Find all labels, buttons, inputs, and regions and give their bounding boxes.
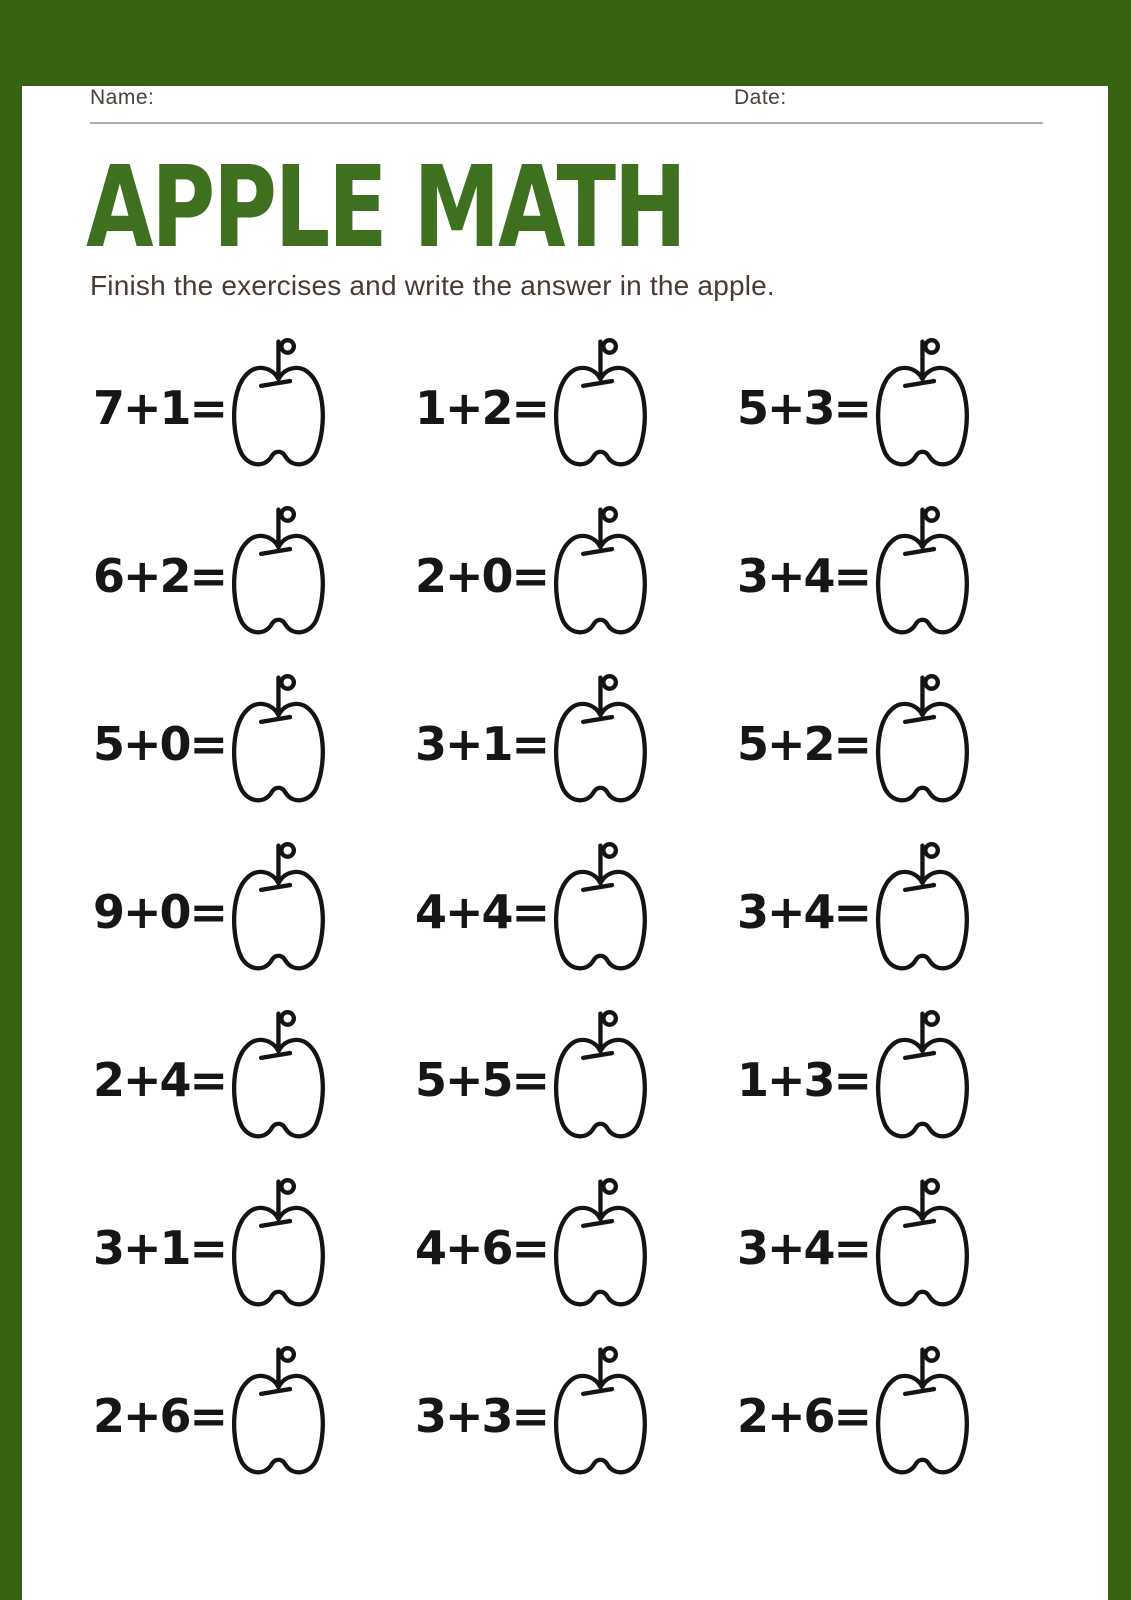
problem-cell bbox=[415, 1332, 737, 1500]
problem-label: 4+4= bbox=[415, 885, 549, 940]
problem-label: 3+4= bbox=[737, 885, 871, 940]
apple-answer-icon[interactable] bbox=[219, 1340, 336, 1492]
problem-cell bbox=[415, 828, 737, 996]
problem-cell bbox=[93, 828, 415, 996]
problem-cell bbox=[737, 1332, 1059, 1500]
problem-label: 1+3= bbox=[737, 1053, 871, 1108]
apple-answer-icon[interactable] bbox=[863, 1172, 980, 1324]
problem-cell bbox=[415, 492, 737, 660]
apple-answer-icon[interactable] bbox=[219, 1004, 336, 1156]
problem-cell bbox=[737, 996, 1059, 1164]
problem-cell bbox=[415, 324, 737, 492]
apple-answer-icon[interactable] bbox=[541, 1172, 658, 1324]
problem-label: 9+0= bbox=[93, 885, 227, 940]
problem-label: 2+6= bbox=[737, 1389, 871, 1444]
apple-answer-icon[interactable] bbox=[219, 1172, 336, 1324]
problems-grid bbox=[93, 324, 1108, 1500]
problem-label: 5+2= bbox=[737, 717, 871, 772]
problem-cell bbox=[93, 660, 415, 828]
apple-answer-icon[interactable] bbox=[541, 836, 658, 988]
date-label: Date: bbox=[734, 86, 787, 109]
apple-answer-icon[interactable] bbox=[541, 1340, 658, 1492]
apple-answer-icon[interactable] bbox=[541, 500, 658, 652]
apple-answer-icon[interactable] bbox=[219, 836, 336, 988]
page-subtitle: Finish the exercises and write the answer in the apple. bbox=[90, 270, 775, 302]
name-date-header bbox=[90, 86, 1043, 124]
apple-answer-icon[interactable] bbox=[541, 1004, 658, 1156]
problem-label: 2+0= bbox=[415, 549, 549, 604]
problem-label: 4+6= bbox=[415, 1221, 549, 1276]
problem-label: 6+2= bbox=[93, 549, 227, 604]
problem-label: 7+1= bbox=[93, 381, 227, 436]
apple-answer-icon[interactable] bbox=[863, 668, 980, 820]
apple-answer-icon[interactable] bbox=[863, 1340, 980, 1492]
problem-cell bbox=[737, 492, 1059, 660]
problem-label: 3+1= bbox=[93, 1221, 227, 1276]
worksheet bbox=[22, 86, 1108, 1600]
problem-label: 3+3= bbox=[415, 1389, 549, 1444]
apple-answer-icon[interactable] bbox=[219, 332, 336, 484]
problem-label: 2+4= bbox=[93, 1053, 227, 1108]
problem-cell bbox=[93, 492, 415, 660]
apple-answer-icon[interactable] bbox=[863, 1004, 980, 1156]
apple-answer-icon[interactable] bbox=[863, 836, 980, 988]
name-label: Name: bbox=[90, 86, 155, 109]
problem-cell bbox=[415, 996, 737, 1164]
problem-label: 2+6= bbox=[93, 1389, 227, 1444]
problem-cell bbox=[93, 1164, 415, 1332]
apple-answer-icon[interactable] bbox=[541, 332, 658, 484]
problem-cell bbox=[93, 324, 415, 492]
apple-answer-icon[interactable] bbox=[219, 668, 336, 820]
problem-cell bbox=[93, 1332, 415, 1500]
apple-answer-icon[interactable] bbox=[863, 332, 980, 484]
problem-label: 3+4= bbox=[737, 549, 871, 604]
apple-answer-icon[interactable] bbox=[219, 500, 336, 652]
problem-label: 1+2= bbox=[415, 381, 549, 436]
problem-cell bbox=[737, 660, 1059, 828]
problem-cell bbox=[415, 1164, 737, 1332]
problem-label: 5+0= bbox=[93, 717, 227, 772]
problem-cell bbox=[737, 828, 1059, 996]
problem-label: 5+3= bbox=[737, 381, 871, 436]
problem-cell bbox=[415, 660, 737, 828]
problem-cell bbox=[737, 1164, 1059, 1332]
problem-cell bbox=[93, 996, 415, 1164]
page-title: APPLE MATH bbox=[86, 143, 685, 273]
problem-label: 5+5= bbox=[415, 1053, 549, 1108]
apple-answer-icon[interactable] bbox=[541, 668, 658, 820]
problem-label: 3+4= bbox=[737, 1221, 871, 1276]
apple-answer-icon[interactable] bbox=[863, 500, 980, 652]
problem-cell bbox=[737, 324, 1059, 492]
problem-label: 3+1= bbox=[415, 717, 549, 772]
